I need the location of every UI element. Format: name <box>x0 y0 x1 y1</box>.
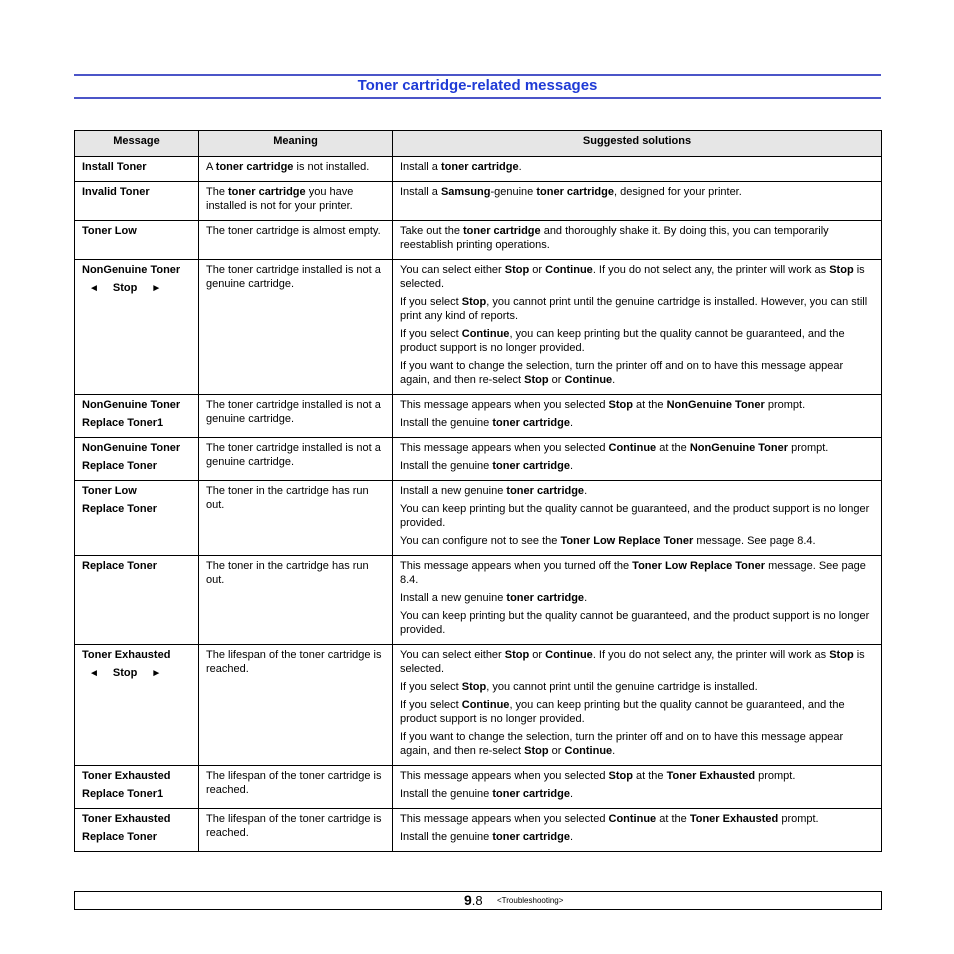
bold-term: NonGenuine Toner <box>689 442 789 454</box>
bold-term: Toner Low Replace Toner <box>632 560 766 572</box>
bold-term: Continue <box>545 264 593 276</box>
text-run: The lifespan of the toner cartridge is reached. <box>206 813 382 839</box>
meaning-cell <box>199 182 393 221</box>
text-run: This message appears when you selected <box>400 813 609 825</box>
message-line: Replace Toner <box>82 831 157 843</box>
solution-paragraph <box>400 730 874 758</box>
toner-messages-table <box>74 130 882 852</box>
text-run: prompt. <box>755 770 796 782</box>
message-cell <box>75 157 199 182</box>
text-run: Install a new genuine <box>400 485 507 497</box>
table-header-row <box>75 131 882 157</box>
solution-paragraph <box>400 484 874 498</box>
text-run: prompt. <box>788 442 829 454</box>
solutions-cell <box>393 157 882 182</box>
table-row <box>75 260 882 395</box>
text-run: . <box>612 374 616 386</box>
bold-term: toner cartridge <box>228 186 306 198</box>
message-line: Replace Toner1 <box>82 417 164 429</box>
bold-term: toner cartridge <box>215 161 294 173</box>
text-run: or <box>548 745 565 757</box>
bold-term: Stop <box>504 649 530 661</box>
solutions-cell <box>393 182 882 221</box>
text-run: You can keep printing but the quality cannot be guaranteed, and the product support is no longer provided. <box>400 610 870 636</box>
bold-term: toner cartridge <box>492 417 570 429</box>
table-row <box>75 157 882 182</box>
bold-term: Stop <box>829 264 854 276</box>
message-line: Replace Toner <box>82 460 157 472</box>
bold-term: NonGenuine Toner <box>666 399 765 411</box>
text-run: You can configure not to see the <box>400 535 561 547</box>
meaning-cell <box>199 157 393 182</box>
bold-term: Stop <box>608 770 633 782</box>
title-rule-top <box>74 74 881 76</box>
text-run: you have installed is not for your printer. <box>206 186 354 212</box>
bold-term: toner cartridge <box>440 161 519 173</box>
table-body <box>75 157 882 852</box>
table-row <box>75 809 882 852</box>
text-run: The toner cartridge installed is not a genuine cartridge. <box>206 399 381 425</box>
text-run: Install the genuine <box>400 417 493 429</box>
left-triangle-icon: ◄ <box>89 668 99 679</box>
option-label: Stop <box>112 667 138 679</box>
table-row <box>75 481 882 556</box>
text-run: . <box>570 831 574 843</box>
message-line: Toner Low <box>82 225 137 237</box>
solution-paragraph <box>400 295 874 323</box>
text-run: -genuine <box>490 186 537 198</box>
solutions-cell <box>393 481 882 556</box>
message-cell <box>75 395 199 438</box>
text-run: You can keep printing but the quality cannot be guaranteed, and the product support is no longer provided. <box>400 503 870 529</box>
meaning-cell <box>199 809 393 852</box>
message-cell <box>75 556 199 645</box>
text-run: A <box>206 161 216 173</box>
text-run: . <box>584 485 588 497</box>
message-line: NonGenuine Toner <box>82 399 181 411</box>
bold-term: Toner Low Replace Toner <box>560 535 694 547</box>
meaning-cell <box>199 481 393 556</box>
text-run: and thoroughly shake it. By doing this, you can temporarily reestablish printing operations. <box>400 225 829 251</box>
text-run: , you cannot print until the genuine cartridge is installed. However, you can still print any kind of reports. <box>400 296 868 322</box>
message-line: Invalid Toner <box>82 186 150 198</box>
text-run: Install a <box>400 186 441 198</box>
solutions-cell <box>393 809 882 852</box>
text-run: or <box>529 649 546 661</box>
bold-term: Stop <box>524 745 549 757</box>
column-header-message: Message <box>75 131 199 157</box>
text-run: This message appears when you turned off the <box>400 560 633 572</box>
text-run: is selected. <box>400 649 865 675</box>
table-row <box>75 556 882 645</box>
table-row <box>75 438 882 481</box>
message-line: Install Toner <box>82 161 147 173</box>
solution-paragraph <box>400 502 874 530</box>
solution-paragraph <box>400 812 874 826</box>
solution-paragraph <box>400 327 874 355</box>
text-run: The lifespan of the toner cartridge is reached. <box>206 649 382 675</box>
column-header-solutions: Suggested solutions <box>393 131 882 157</box>
meaning-cell <box>199 395 393 438</box>
text-run: If you want to change the selection, turn the printer off and on to have this message appear again, and then re-select <box>400 360 844 386</box>
solution-paragraph <box>400 459 874 473</box>
solutions-cell <box>393 221 882 260</box>
text-run: or <box>548 374 565 386</box>
text-run: This message appears when you selected <box>400 399 609 411</box>
chapter-number: 9 <box>464 892 472 908</box>
message-line: Replace Toner1 <box>82 788 164 800</box>
text-run: . <box>570 788 574 800</box>
bold-term: toner cartridge <box>506 592 585 604</box>
text-run: The lifespan of the toner cartridge is reached. <box>206 770 382 796</box>
message-cell <box>75 481 199 556</box>
page-suffix: .8 <box>471 893 483 908</box>
bold-term: Stop <box>524 374 549 386</box>
solution-paragraph <box>400 559 874 587</box>
solution-paragraph <box>400 609 874 637</box>
solution-paragraph <box>400 398 874 412</box>
solution-paragraph <box>400 680 874 694</box>
text-run: at the <box>632 770 667 782</box>
bold-term: Continue <box>564 745 613 757</box>
table-row <box>75 645 882 766</box>
solutions-cell <box>393 260 882 395</box>
message-line: Replace Toner <box>82 560 157 572</box>
meaning-cell <box>199 766 393 809</box>
text-run: at the <box>632 399 667 411</box>
table-row <box>75 182 882 221</box>
bold-term: Stop <box>504 264 530 276</box>
text-run: . <box>570 460 574 472</box>
solution-paragraph <box>400 769 874 783</box>
text-run: Install a new genuine <box>400 592 507 604</box>
bold-term: Stop <box>829 649 854 661</box>
solutions-cell <box>393 645 882 766</box>
message-line: NonGenuine Toner <box>82 264 181 276</box>
bold-term: Samsung <box>440 186 491 198</box>
solution-paragraph <box>400 441 874 455</box>
option-label: Stop <box>112 282 138 294</box>
solutions-cell <box>393 438 882 481</box>
solution-paragraph <box>400 263 874 291</box>
text-run: If you select <box>400 296 462 308</box>
text-run: The toner cartridge is almost empty. <box>206 225 381 237</box>
text-run: , designed for your printer. <box>614 186 742 198</box>
text-run: prompt. <box>778 813 819 825</box>
message-cell <box>75 645 199 766</box>
text-run: If you select <box>400 699 462 711</box>
bold-term: Stop <box>461 681 487 693</box>
bold-term: Continue <box>461 699 510 711</box>
left-triangle-icon: ◄ <box>89 283 99 294</box>
message-cell <box>75 182 199 221</box>
text-run: You can select either <box>400 264 505 276</box>
bold-term: Stop <box>461 296 487 308</box>
table-row <box>75 395 882 438</box>
text-run: You can select either <box>400 649 505 661</box>
bold-term: Stop <box>608 399 633 411</box>
text-run: Install a <box>400 161 441 173</box>
bold-term: Toner Exhausted <box>666 770 756 782</box>
text-run: The <box>206 186 229 198</box>
section-name: <Troubleshooting> <box>497 896 564 905</box>
text-run: The toner in the cartridge has run out. <box>206 485 369 511</box>
solutions-cell <box>393 395 882 438</box>
table-row <box>75 221 882 260</box>
page-number <box>464 892 483 909</box>
right-triangle-icon: ► <box>151 668 162 679</box>
meaning-cell <box>199 556 393 645</box>
message-line: Toner Exhausted <box>82 649 171 661</box>
bold-term: Continue <box>545 649 593 661</box>
solution-paragraph <box>400 534 874 548</box>
text-run: . If you do not select any, the printer will work as <box>592 649 830 661</box>
solution-paragraph <box>400 830 874 844</box>
bold-term: toner cartridge <box>492 831 570 843</box>
page-title: Toner cartridge-related messages <box>357 77 598 94</box>
text-run: is not installed. <box>293 161 370 173</box>
text-run: , you can keep printing but the quality cannot be guaranteed, and the product support is no longer provided. <box>400 328 845 354</box>
text-run: The toner in the cartridge has run out. <box>206 560 369 586</box>
bold-term: toner cartridge <box>506 485 585 497</box>
message-cell <box>75 766 199 809</box>
text-run: This message appears when you selected <box>400 442 609 454</box>
text-run: If you want to change the selection, turn the printer off and on to have this message appear again, and then re-select <box>400 731 844 757</box>
text-run: The toner cartridge installed is not a genuine cartridge. <box>206 442 381 468</box>
text-run: . <box>570 417 574 429</box>
bold-term: Continue <box>461 328 510 340</box>
message-line: Toner Exhausted <box>82 770 171 782</box>
bold-term: toner cartridge <box>492 788 570 800</box>
title-rule-bottom <box>74 97 881 99</box>
message-cell <box>75 260 199 395</box>
text-run: If you select <box>400 328 462 340</box>
text-run: message. See page 8.4. <box>400 560 866 586</box>
bold-term: toner cartridge <box>463 225 541 237</box>
solution-paragraph <box>400 224 874 252</box>
bold-term: Continue <box>564 374 613 386</box>
solution-paragraph <box>400 698 874 726</box>
message-line: Toner Low <box>82 485 137 497</box>
text-run: . <box>612 745 616 757</box>
bold-term: toner cartridge <box>492 460 570 472</box>
solution-paragraph <box>400 591 874 605</box>
text-run: at the <box>656 442 690 454</box>
message-cell <box>75 809 199 852</box>
solution-paragraph <box>400 185 874 199</box>
page-footer <box>74 891 882 910</box>
meaning-cell <box>199 260 393 395</box>
column-header-meaning: Meaning <box>199 131 393 157</box>
text-run: is selected. <box>400 264 865 290</box>
text-run: Install the genuine <box>400 788 493 800</box>
text-run: or <box>529 264 546 276</box>
message-cell <box>75 221 199 260</box>
text-run: The toner cartridge installed is not a genuine cartridge. <box>206 264 381 290</box>
text-run: , you cannot print until the genuine cartridge is installed. <box>486 681 758 693</box>
bold-term: Continue <box>608 442 657 454</box>
bold-term: Toner Exhausted <box>689 813 779 825</box>
text-run: Install the genuine <box>400 460 493 472</box>
meaning-cell <box>199 645 393 766</box>
option-selector <box>82 281 191 296</box>
option-selector <box>82 666 191 681</box>
text-run: This message appears when you selected <box>400 770 609 782</box>
bold-term: Continue <box>608 813 657 825</box>
text-run: , you can keep printing but the quality cannot be guaranteed, and the product support is no longer provided. <box>400 699 845 725</box>
table-row <box>75 766 882 809</box>
right-triangle-icon: ► <box>151 283 162 294</box>
text-run: message. See page 8.4. <box>693 535 816 547</box>
solution-paragraph <box>400 787 874 801</box>
solution-paragraph <box>400 416 874 430</box>
meaning-cell <box>199 438 393 481</box>
text-run: Take out the <box>400 225 463 237</box>
message-cell <box>75 438 199 481</box>
text-run: . <box>584 592 588 604</box>
solution-paragraph <box>400 648 874 676</box>
text-run: If you select <box>400 681 462 693</box>
text-run: prompt. <box>764 399 806 411</box>
solutions-cell <box>393 556 882 645</box>
text-run: at the <box>656 813 690 825</box>
text-run: . If you do not select any, the printer will work as <box>592 264 830 276</box>
text-run: Install the genuine <box>400 831 493 843</box>
bold-term: toner cartridge <box>536 186 614 198</box>
message-line: Toner Exhausted <box>82 813 171 825</box>
solution-paragraph <box>400 160 874 174</box>
text-run: . <box>518 161 522 173</box>
message-line: NonGenuine Toner <box>82 442 181 454</box>
solution-paragraph <box>400 359 874 387</box>
message-line: Replace Toner <box>82 503 157 515</box>
meaning-cell <box>199 221 393 260</box>
solutions-cell <box>393 766 882 809</box>
